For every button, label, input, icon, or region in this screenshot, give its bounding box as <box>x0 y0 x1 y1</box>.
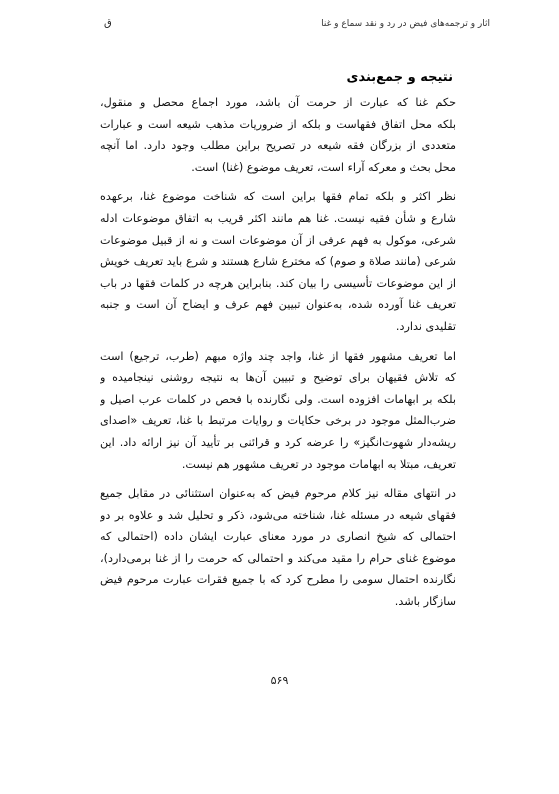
text-line: حکم غنا که عبارت از حرمت آن باشد، مورد اجماع محصل و منقول، <box>100 96 456 109</box>
paragraph <box>100 92 456 178</box>
page-number: ۵۶۹ <box>270 674 289 687</box>
text-line: از این موضوعات تأسیسی را بیان کند. بنابراین هرچه در کلمات فقها در باب <box>100 276 456 290</box>
body-text <box>100 92 456 613</box>
text-line: اما تعریف مشهور فقها از غنا، واجد چند واژه مبهم (طرب، ترجیع) است <box>100 349 456 363</box>
section-title: نتیجه و جمع‌بندی <box>346 70 453 85</box>
text-line: متعددی از بزرگان فقه شیعه در تصریح براین مطلب وجود دارد. اما آنچه <box>100 139 456 153</box>
text-line: سازگار باشد. <box>394 595 456 609</box>
text-line: تقلیدی ندارد. <box>395 319 456 333</box>
text-line: نظر اکثر و بلکه تمام فقها براین است که شناخت موضوع غنا، برعهده <box>100 190 456 204</box>
paragraph <box>100 186 456 337</box>
running-header: آثار و ترجمه‌های فیض در رد و نقد سماع و غنا <box>321 19 490 29</box>
text-line: شرعی (مانند صلاة و صوم) که مخترع شارع هستند و شرع باید تعریف خویش <box>100 255 456 269</box>
text-line: شارع و شأن فقیه نیست. غنا هم مانند اکثر قریب به اتفاق موضوعات ادله <box>100 211 456 225</box>
header-mark: ق <box>104 18 112 29</box>
text-line: ضرب‌المثل موجود در برخی حکایات و روایات مرتبط با غنا، تعریف «اصدای <box>100 414 456 428</box>
text-line: تعریف، مبتلا به ابهامات موجود در تعریف مشهور هم نیست. <box>181 457 456 471</box>
text-line: بلکه محل اتفاق فقهاست و بلکه از ضروریات مذهب شیعه است و عبارات <box>100 117 456 131</box>
text-line: در انتهای مقاله نیز کلام مرحوم فیض که به‌عنوان استثنائی در مقابل جمیع <box>100 487 456 501</box>
paragraph <box>100 346 456 476</box>
text-line: شرعی، موکول به فهم عرفی از آن موضوعات است و نه از قبیل موضوعات <box>100 233 456 247</box>
paragraph <box>100 483 456 613</box>
text-line: موضوع غنای حرام را مقید می‌کند و احتمالی که حرمت را از غنا برمی‌دارد)، <box>100 551 456 565</box>
text-line: بلکه بر ابهامات افزوده است. ولی نگارنده با فحص در کلمات عرب اصیل و <box>100 392 456 406</box>
text-line: فقهای شیعه در مسئله غنا، شناخته می‌شود، ذکر و تحلیل شد و علاوه بر دو <box>100 508 456 522</box>
text-line: محل بحث و معرکه آراء است، تعریف موضوع (غنا) است. <box>191 160 456 174</box>
text-line: احتمالی که شیخ انصاری در مورد معنای عبارت ایشان داده (احتمالی که <box>100 530 456 544</box>
text-line: ریشه‌دار شهوت‌انگیز» را عرضه کرد و قرائنی بر تأیید آن نیز ارائه داد. این <box>100 435 456 449</box>
text-line: تعریف غنا آورده شده، به‌عنوان تبیین فهم عرف و ایضاح آن است و جنبه <box>100 298 456 312</box>
text-line: که تلاش فقیهان برای توضیح و تبیین آن‌ها به نتیجه روشنی نینجامیده و <box>100 371 456 385</box>
text-line: نگارنده احتمال سومی را مطرح کرد که با جمیع فقرات عبارت مرحوم فیض <box>100 573 456 587</box>
